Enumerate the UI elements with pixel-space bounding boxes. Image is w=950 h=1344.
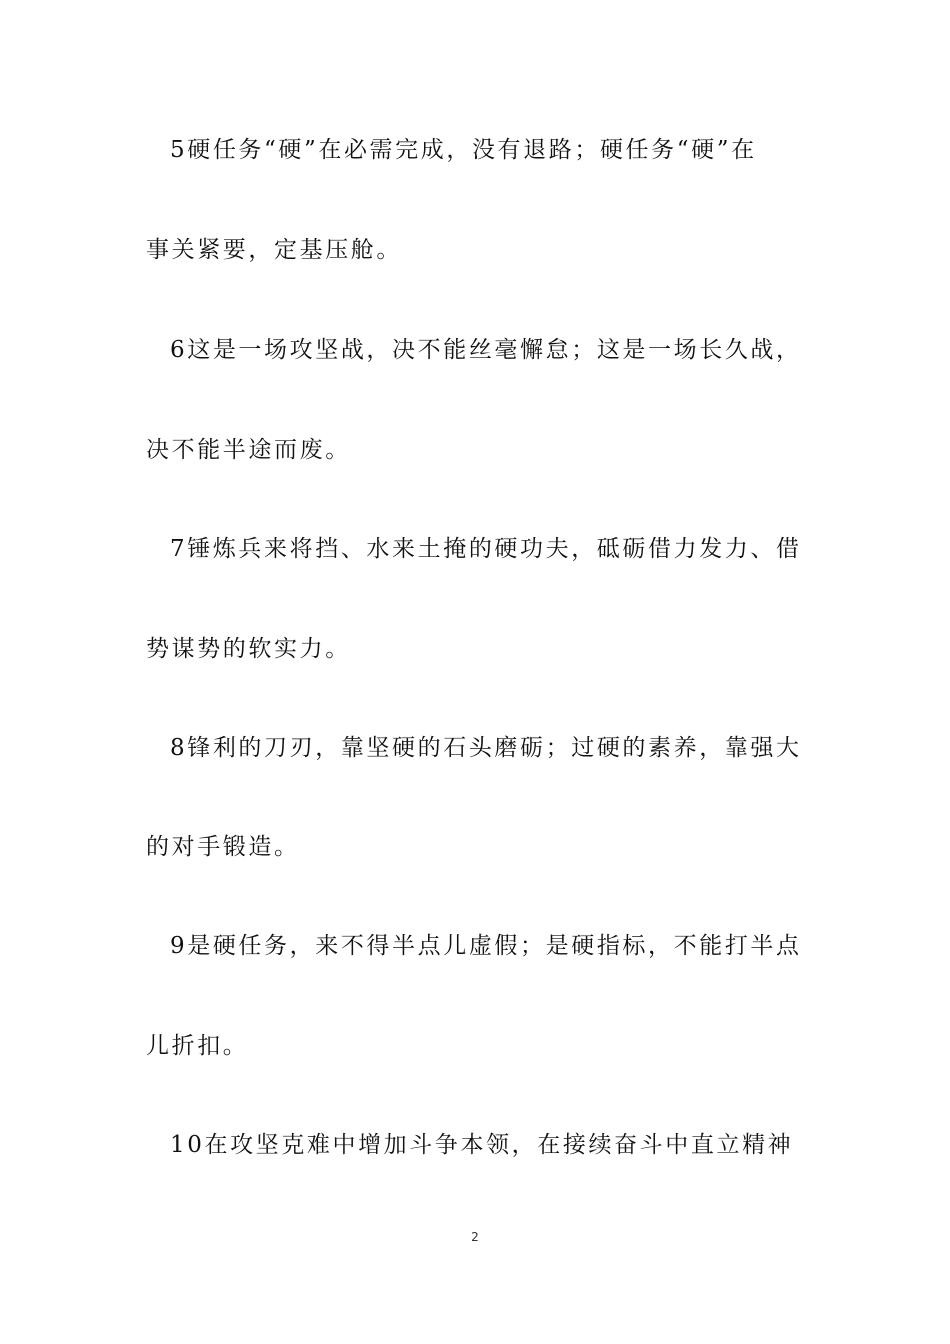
paragraph-6-line-2: 决不能半途而废。 [146,437,351,463]
paragraph-9-line-2: 儿折扣。 [146,1033,249,1059]
paragraph-5-line-2: 事关紧要，定基压舱。 [146,237,402,263]
paragraph-7-line-1: 7锤炼兵来将挡、水来土掩的硬功夫，砥砺借力发力、借 [170,536,802,562]
paragraph-9-line-1: 9是硬任务，来不得半点儿虚假；是硬指标，不能打半点 [170,933,802,959]
paragraph-10-line-1: 10在攻坚克难中增加斗争本领，在接续奋斗中直立精神 [170,1132,794,1158]
paragraph-8-line-1: 8锋利的刀刃，靠坚硬的石头磨砺；过硬的素养，靠强大 [170,735,802,761]
paragraph-6-line-1: 6这是一场攻坚战，决不能丝毫懈怠；这是一场长久战， [170,337,802,363]
paragraph-7-line-2: 势谋势的软实力。 [146,636,351,662]
paragraph-5-line-1: 5硬任务“硬”在必需完成，没有退路；硬任务“硬”在 [170,137,757,163]
paragraph-8-line-2: 的对手锻造。 [146,834,300,860]
page-number: 2 [471,1230,479,1244]
